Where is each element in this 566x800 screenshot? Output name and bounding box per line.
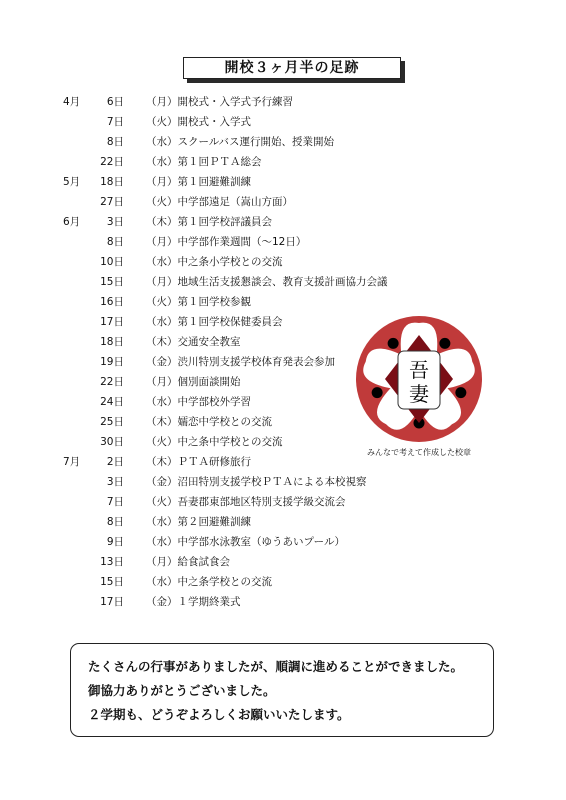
schedule-day: 8日 — [106, 236, 124, 248]
schedule-day: 8日 — [106, 136, 124, 148]
message-line: たくさんの行事がありましたが、順調に進めることができました。 — [88, 659, 464, 674]
schedule-event: （月）開校式・入学式予行練習 — [146, 96, 293, 108]
schedule-row — [0, 292, 566, 312]
schedule-month: 7月 — [63, 456, 81, 468]
schedule-event: （火）第１回学校参観 — [146, 296, 251, 308]
schedule-day: 6日 — [106, 96, 124, 108]
schedule-day: 18日 — [100, 176, 124, 188]
schedule-event: （金）沼田特別支援学校ＰＴＡによる本校視察 — [146, 476, 367, 488]
schedule-row — [0, 132, 566, 152]
schedule-day: 30日 — [100, 436, 124, 448]
crest-bead — [439, 338, 450, 349]
crest-character: 吾 — [409, 358, 429, 382]
schedule-event: （木）第１回学校評議員会 — [146, 216, 272, 228]
schedule-event: （火）吾妻郡東部地区特別支援学級交流会 — [146, 496, 346, 508]
schedule-day: 25日 — [100, 416, 124, 428]
schedule-day: 7日 — [106, 116, 124, 128]
schedule-row — [0, 152, 566, 172]
schedule-event: （金）１学期終業式 — [146, 596, 241, 608]
schedule-row — [0, 272, 566, 292]
title-banner — [183, 57, 405, 83]
schedule-event: （月）地域生活支援懇談会、教育支援計画協力会議 — [146, 276, 388, 288]
schedule-row — [0, 232, 566, 252]
schedule-event: （月）個別面談開始 — [146, 376, 241, 388]
schedule-event: （水）第１回学校保健委員会 — [146, 316, 283, 328]
schedule-event: （月）給食試食会 — [146, 556, 230, 568]
schedule-day: 17日 — [100, 316, 124, 328]
schedule-day: 3日 — [106, 216, 124, 228]
schedule-row — [0, 572, 566, 592]
schedule-day: 16日 — [100, 296, 124, 308]
schedule-row — [0, 92, 566, 112]
schedule-day: 22日 — [100, 156, 124, 168]
school-crest — [355, 315, 483, 443]
schedule-row — [0, 472, 566, 492]
schedule-row — [0, 112, 566, 132]
crest-bead — [388, 338, 399, 349]
schedule-row — [0, 172, 566, 192]
schedule-month: 6月 — [63, 216, 81, 228]
schedule-day: 24日 — [100, 396, 124, 408]
schedule-row — [0, 552, 566, 572]
schedule-day: 17日 — [100, 596, 124, 608]
crest-character: 妻 — [409, 382, 429, 406]
message-line: ２学期も、どうぞよろしくお願いいたします。 — [88, 707, 350, 722]
schedule-day: 22日 — [100, 376, 124, 388]
schedule-event: （金）渋川特別支援学校体育発表会参加 — [146, 356, 335, 368]
schedule-event: （火）中之条中学校との交流 — [146, 436, 283, 448]
schedule-day: 10日 — [100, 256, 124, 268]
schedule-row — [0, 452, 566, 472]
schedule-day: 15日 — [100, 576, 124, 588]
crest-bead — [372, 387, 383, 398]
schedule-event: （水）スクールバス運行開始、授業開始 — [146, 136, 335, 148]
schedule-event: （木）ＰＴＡ研修旅行 — [146, 456, 251, 468]
page-title: 開校３ヶ月半の足跡 — [183, 57, 401, 79]
message-box — [70, 643, 494, 737]
schedule-row — [0, 192, 566, 212]
schedule-row — [0, 512, 566, 532]
schedule-day: 18日 — [100, 336, 124, 348]
schedule-row — [0, 212, 566, 232]
schedule-day: 27日 — [100, 196, 124, 208]
schedule-day: 13日 — [100, 556, 124, 568]
schedule-month: 4月 — [63, 96, 81, 108]
schedule-event: （水）第１回ＰＴＡ総会 — [146, 156, 262, 168]
schedule-day: 15日 — [100, 276, 124, 288]
schedule-row — [0, 592, 566, 612]
schedule-event: （月）第１回避難訓練 — [146, 176, 251, 188]
schedule-event: （月）中学部作業週間（～12日） — [146, 236, 307, 248]
schedule-row — [0, 492, 566, 512]
schedule-row — [0, 252, 566, 272]
schedule-day: 19日 — [100, 356, 124, 368]
schedule-day: 2日 — [106, 456, 124, 468]
message-line: 御協力ありがとうございました。 — [88, 683, 276, 698]
schedule-day: 9日 — [106, 536, 124, 548]
schedule-event: （水）中学部校外学習 — [146, 396, 251, 408]
schedule-event: （水）中之条学校との交流 — [146, 576, 272, 588]
schedule-event: （水）中学部水泳教室（ゆうあいプール） — [146, 536, 345, 548]
schedule-event: （水）第２回避難訓練 — [146, 516, 251, 528]
schedule-event: （木）嬬恋中学校との交流 — [146, 416, 272, 428]
crest-bead — [455, 387, 466, 398]
schedule-event: （火）開校式・入学式 — [146, 116, 251, 128]
schedule-day: 7日 — [106, 496, 124, 508]
schedule-event: （水）中之条小学校との交流 — [146, 256, 283, 268]
schedule-day: 3日 — [106, 476, 124, 488]
schedule-event: （火）中学部遠足（嵩山方面） — [146, 196, 293, 208]
schedule-row — [0, 532, 566, 552]
schedule-month: 5月 — [63, 176, 81, 188]
schedule-day: 8日 — [106, 516, 124, 528]
schedule-event: （木）交通安全教室 — [146, 336, 241, 348]
crest-caption: みんなで考えて作成した校章 — [367, 448, 471, 457]
